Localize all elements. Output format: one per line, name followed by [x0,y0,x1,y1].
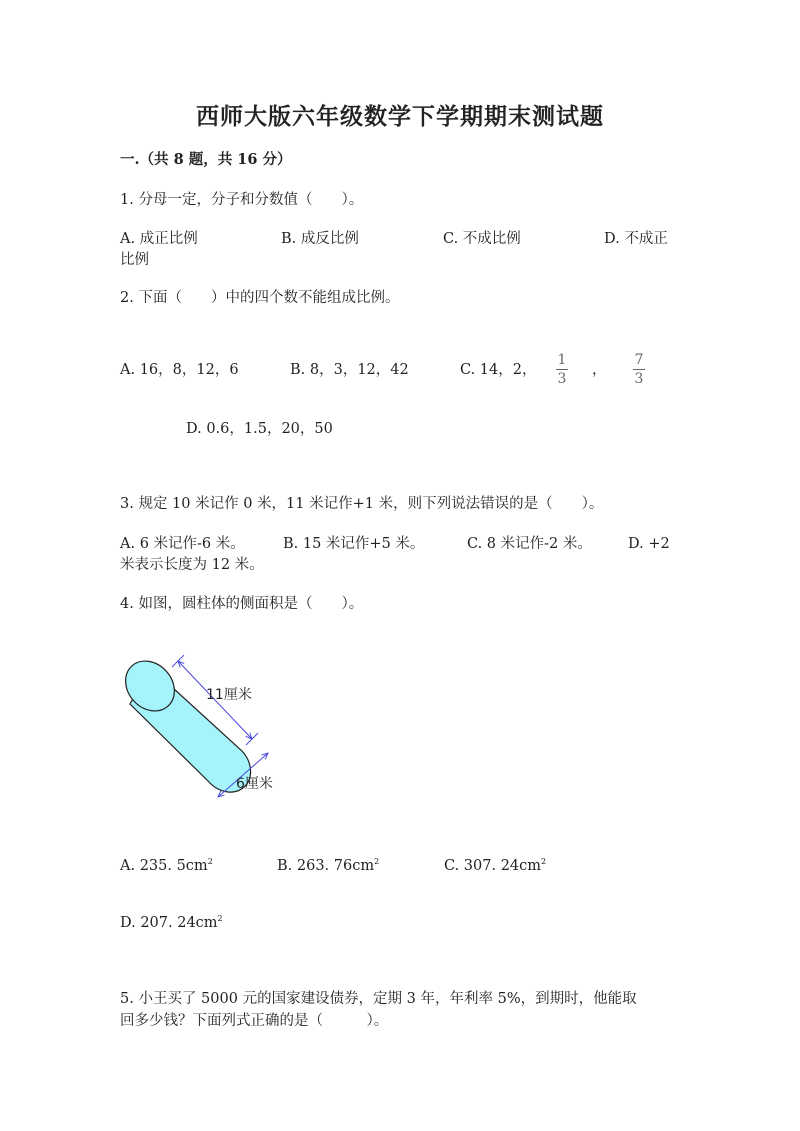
length-label: 11厘米 [206,687,252,703]
question-4-option-d[interactable] [120,913,223,933]
option-text: A. 235. 5cm [120,858,208,874]
question-5-stem-line-2: 回多少钱？下面列式正确的是（ ）。 [120,1013,389,1029]
question-3-stem: 3. 规定 10 米记作 0 米，11 米记作+1 米，则下列说法错误的是（ ）。 [120,496,604,512]
question-3-option-b[interactable]: B. 15 米记作+5 米。 [283,536,425,552]
question-3-option-c[interactable]: C. 8 米记作-2 米。 [467,536,592,552]
unit-superscript: 2 [207,857,213,867]
fraction-bar [633,369,645,370]
page-title: 西师大版六年级数学下学期期末测试题 [196,103,604,130]
question-2-option-a[interactable]: A. 16，8，12，6 [120,362,239,378]
question-2-stem: 2. 下面（ ）中的四个数不能组成比例。 [120,290,400,306]
fraction-numerator: 7 [634,352,644,368]
question-3-option-a[interactable]: A. 6 米记作-6 米。 [120,536,245,552]
question-1-stem: 1. 分母一定，分子和分数值（ ）。 [120,192,364,208]
fraction-denominator: 3 [557,371,567,387]
question-5-stem-line-1: 5. 小王买了 5000 元的国家建设债券，定期 3 年，年利率 5%，到期时，他能取 [120,991,637,1007]
question-4-stem: 4. 如图，圆柱体的侧面积是（ ）。 [120,596,364,612]
question-1-option-d-continued: 比例 [120,252,149,268]
unit-superscript: 2 [541,857,547,867]
question-4-option-c[interactable] [444,856,546,876]
question-1-option-d[interactable]: D. 不成正 [604,231,668,247]
fraction-one-third [554,352,570,387]
question-4-option-a[interactable] [120,856,213,876]
diameter-label: 6厘米 [236,776,273,792]
fraction-denominator: 3 [634,371,644,387]
question-1-option-a[interactable]: A. 成正比例 [120,231,198,247]
unit-superscript: 2 [374,857,380,867]
option-text: B. 263. 76cm [277,858,375,874]
question-4-option-b[interactable] [277,856,379,876]
section-heading: 一.（共 8 题，共 16 分） [120,151,292,168]
fraction-bar [556,369,568,370]
question-1-option-b[interactable]: B. 成反比例 [281,231,359,247]
fraction-seven-thirds [631,352,647,387]
question-2-option-b[interactable]: B. 8，3，12，42 [290,362,409,378]
fraction-separator: ， [592,362,607,378]
option-text: C. 307. 24cm [444,858,542,874]
fraction-numerator: 1 [557,352,567,368]
question-2-option-c[interactable]: C. 14，2， [460,362,537,378]
unit-superscript: 2 [217,914,223,924]
question-2-option-d[interactable]: D. 0.6，1.5，20，50 [186,421,333,437]
question-3-option-d-continued: 米表示长度为 12 米。 [120,557,264,573]
option-text: D. 207. 24cm [120,915,218,931]
question-3-option-d[interactable]: D. +2 [628,536,670,552]
question-1-option-c[interactable]: C. 不成比例 [443,231,521,247]
cylinder-figure [120,645,290,820]
